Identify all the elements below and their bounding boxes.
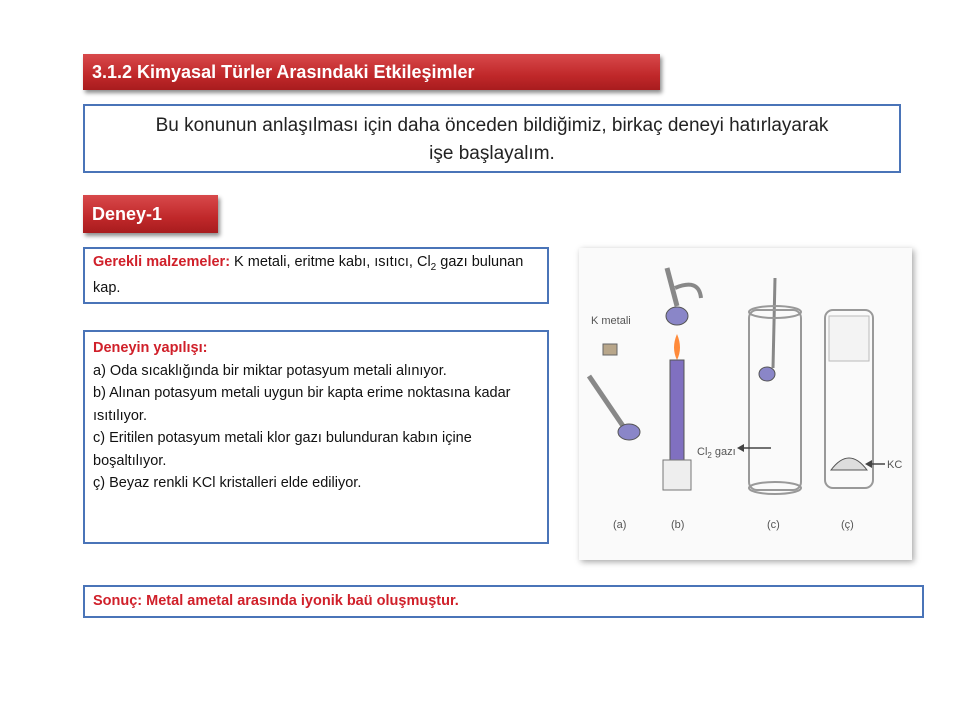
rod-c [773,278,775,368]
section-title: 3.1.2 Kimyasal Türler Arasındaki Etkileşimler [83,54,660,90]
spoon-b [666,307,688,325]
burner [670,360,684,470]
caption-c: (c) [767,519,780,531]
intro-line-2: işe başlayalım. [429,143,555,164]
materials-box [83,247,549,304]
caption-c-cedilla: (ç) [841,519,854,531]
procedure-step: b) Alınan potasyum metali uygun bir kapta erime noktasına kadar ısıtılıyor. [93,385,511,424]
k-metal-label: K metali [591,315,631,327]
experiment-label: Deney-1 [83,195,218,233]
result-box: Sonuç: Metal ametal arasında iyonik baü oluşmuştur. [83,585,924,618]
caption-b: (b) [671,519,685,531]
burner-base [663,460,691,490]
cl2-label: $Cl_2$ gazı [697,446,736,460]
intro-line-1: Bu konunun anlaşılması için daha önceden bildiğimiz, birkaç deneyi hatırlayarak [155,115,829,136]
k-metal-piece [603,344,617,355]
caption-a: (a) [613,519,627,531]
procedure-step: c) Eritilen potasyum metali klor gazı bulunduran kabın içine boşaltılıyor. [93,430,472,469]
experiment-illustration [579,248,912,560]
kcl-crystals [831,458,867,470]
materials-text-end: gazı bulunan kap. [93,254,524,296]
procedure-box [83,330,549,544]
procedure-step: ç) Beyaz renkli KCl kristalleri elde ediliyor. [93,475,362,491]
kcl-label: KC [887,459,903,471]
procedure-step: a) Oda sıcaklığında bir miktar potasyum metali alınıyor. [93,362,447,379]
spoon-a [618,424,640,440]
spatula-a [589,376,623,426]
materials-label: Gerekli malzemeler: [93,254,231,270]
materials-subscript: 2 [430,261,437,273]
materials-text: K metali, eritme kabı, ısıtıcı, Cl [230,254,431,270]
experiment-figure [579,248,912,560]
procedure-heading: Deneyin yapılışı: [93,340,208,356]
flame [674,334,680,360]
intro-box [83,104,901,173]
